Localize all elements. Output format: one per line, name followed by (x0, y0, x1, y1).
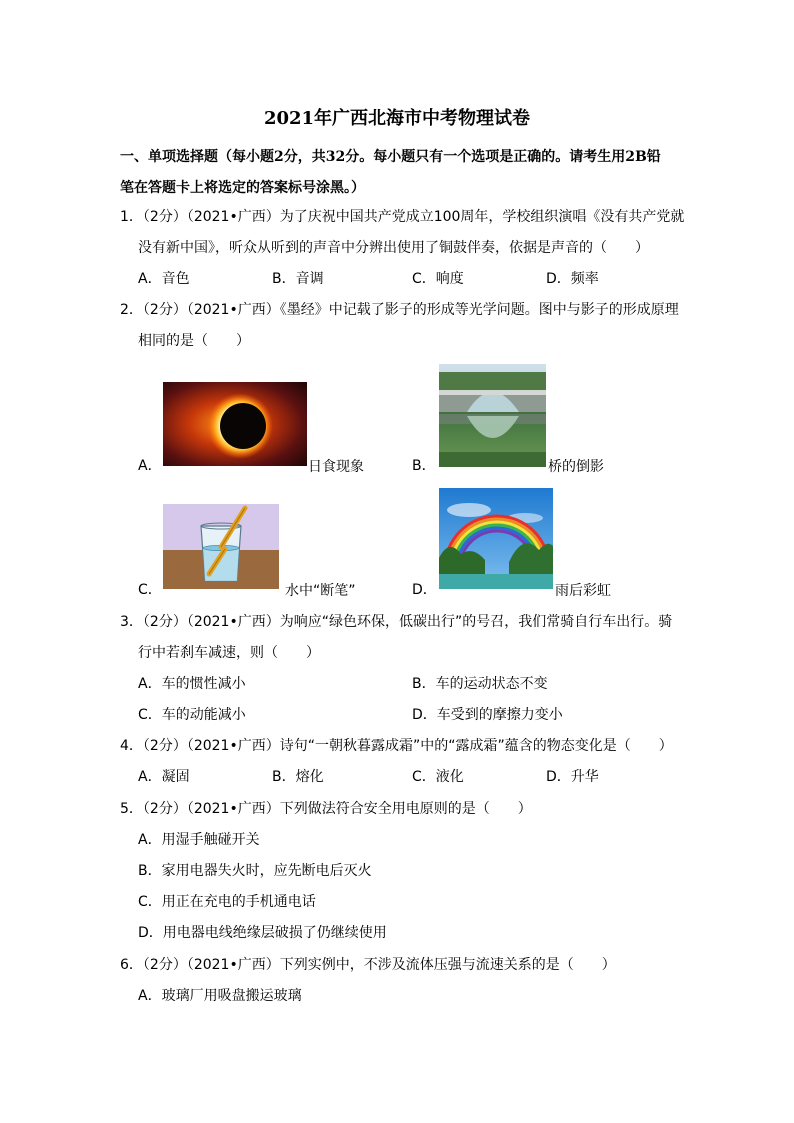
question-1-line-1: 1．（2分）（2021•广西）为了庆祝中国共产党成立100周年，学校组织演唱《没有共产党就 (120, 209, 685, 225)
question-3-option-a: A．车的惯性减小 (138, 676, 246, 692)
question-4-option-d: D．升华 (546, 769, 599, 785)
question-2-line-1: 2．（2分）（2021•广西）《墨经》中记载了影子的形成等光学问题。图中与影子的形成原理 (120, 302, 679, 318)
question-3-line-2: 行中若刹车减速，则（ ） (138, 645, 320, 661)
section-heading-line-1: 一、单项选择题（每小题2分，共32分。每小题只有一个选项是正确的。请考生用2B铅 (120, 149, 661, 165)
caption-rainbow: 雨后彩虹 (555, 583, 611, 599)
question-5-option-b: B．家用电器失火时，应先断电后灭火 (138, 863, 372, 879)
question-3-line-1: 3．（2分）（2021•广西）为响应“绿色环保，低碳出行”的号召，我们常骑自行车出行。骑 (120, 614, 673, 630)
question-5-option-a: A．用湿手触碰开关 (138, 832, 260, 848)
question-4-option-a: A．凝固 (138, 769, 190, 785)
question-5-option-c: C．用正在充电的手机通电话 (138, 894, 316, 910)
question-4-option-b: B．熔化 (272, 769, 324, 785)
question-5-line-1: 5．（2分）（2021•广西）下列做法符合安全用电原则的是（ ） (120, 801, 532, 817)
question-1-option-b: B．音调 (272, 271, 324, 287)
question-6-option-a: A．玻璃厂用吸盘搬运玻璃 (138, 988, 302, 1004)
question-2-option-d: D． (412, 582, 437, 598)
question-3-option-b: B．车的运动状态不变 (412, 676, 548, 692)
pencil-in-water-image (163, 504, 279, 589)
solar-eclipse-image (163, 382, 307, 466)
question-4-line-1: 4．（2分）（2021•广西）诗句“一朝秋暮露成霜”中的“露成霜”蕴含的物态变化是（ ） (120, 738, 673, 754)
question-5-option-d: D．用电器电线绝缘层破损了仍继续使用 (138, 925, 387, 941)
rainbow-image (439, 488, 553, 589)
question-1-option-c: C．响度 (412, 271, 464, 287)
question-1-option-a: A．音色 (138, 271, 190, 287)
question-2-line-2: 相同的是（ ） (138, 333, 250, 349)
caption-pencil-in-water: 水中“断笔” (285, 583, 356, 599)
section-heading-line-2: 笔在答题卡上将选定的答案标号涂黑。） (120, 180, 365, 196)
question-2-option-a: A． (138, 458, 162, 474)
caption-bridge-reflection: 桥的倒影 (548, 459, 604, 475)
bridge-reflection-image (439, 364, 546, 467)
question-3-option-d: D．车受到的摩擦力变小 (412, 707, 563, 723)
question-3-option-c: C．车的动能减小 (138, 707, 246, 723)
question-2-option-c: C． (138, 582, 162, 598)
caption-solar-eclipse: 日食现象 (308, 459, 364, 475)
page-title: 2021年广西北海市中考物理试卷 (263, 108, 531, 129)
question-4-option-c: C．液化 (412, 769, 464, 785)
question-1-option-d: D．频率 (546, 271, 599, 287)
question-1-line-2: 没有新中国》，听众从听到的声音中分辨出使用了铜鼓伴奏，依据是声音的（ ） (138, 240, 649, 256)
question-6-line-1: 6．（2分）（2021•广西）下列实例中，不涉及流体压强与流速关系的是（ ） (120, 957, 616, 973)
question-2-option-b: B． (412, 458, 436, 474)
